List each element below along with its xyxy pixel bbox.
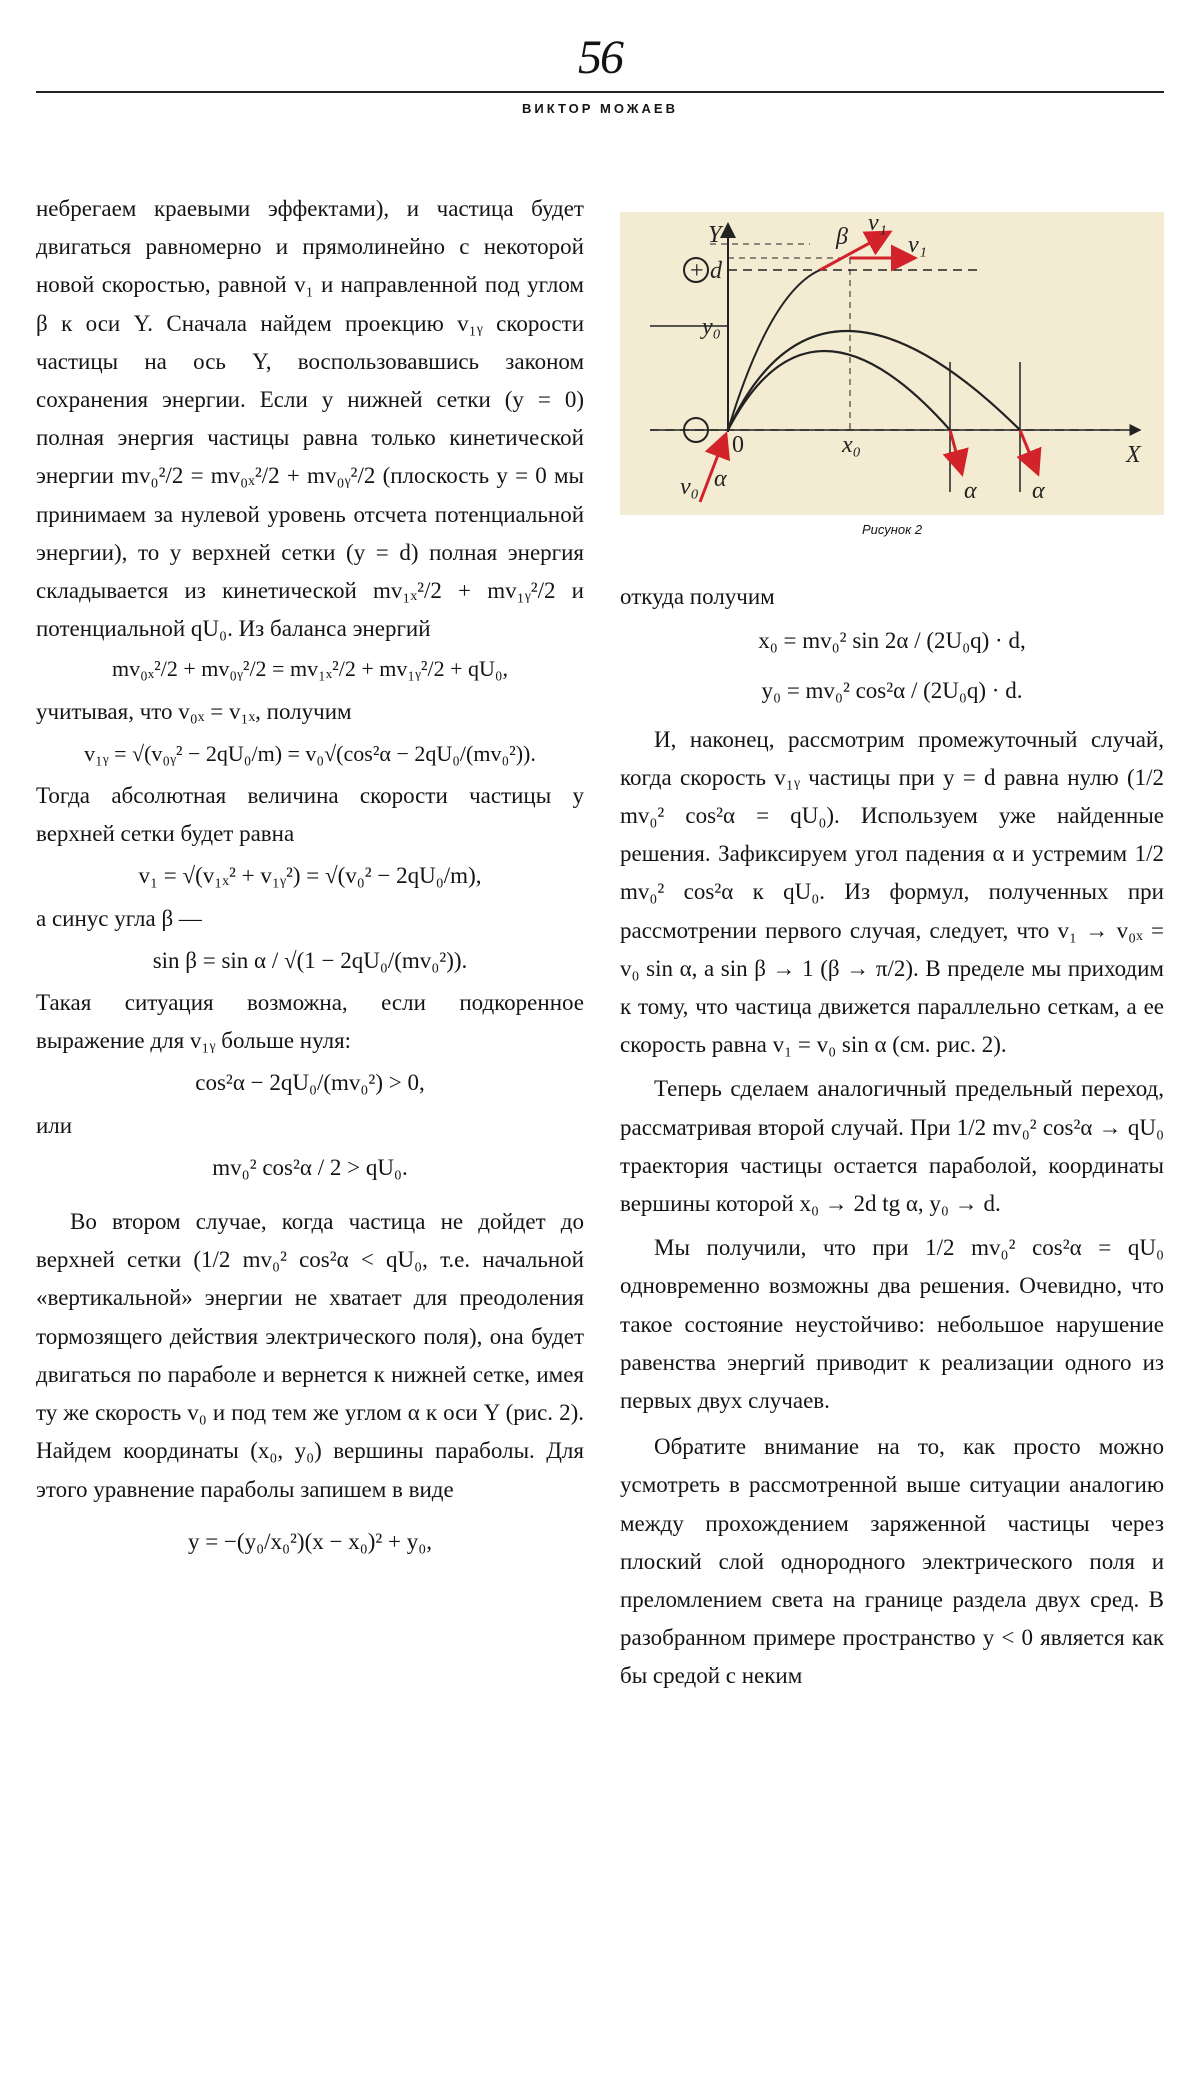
minus-label: −: [690, 418, 704, 444]
figure-2-trajectory: [620, 212, 1164, 515]
alpha-label-2: α: [1032, 478, 1045, 504]
equation-energy-balance: mv₀ₓ²/2 + mv₀ᵧ²/2 = mv₁ₓ²/2 + mv₁ᵧ²/2 + qU₀,: [111, 656, 509, 682]
beta-label: β: [836, 224, 848, 250]
y0-label: y₀: [702, 314, 721, 340]
equation-y0: y₀ = mv₀² cos²α / (2U₀q) · d.: [761, 678, 1023, 704]
figure-caption: Рисунок 2: [861, 522, 923, 537]
left-paragraph-3: Тогда абсолютная величина скорости частицы у верхней сетки будет равна: [36, 783, 584, 847]
equation-condition-2: mv₀² cos²α / 2 > qU₀.: [212, 1154, 408, 1180]
right-paragraph-4: Мы получили, что при 1/2 mv₀² cos²α = qU₀ одновременно возможны два решения. Очевидно, что такое состояние неустойчиво: небольшое нарушение равенства энергий приводит к реализации одного из первых двух случаев.: [620, 1235, 1164, 1414]
plus-label: +: [690, 258, 704, 284]
right-paragraph-3: Теперь сделаем аналогичный предельный переход, рассматривая второй случай. При 1/2 mv₀² cos²α → qU₀ траектория частицы остается параболой, координаты вершины которой x₀ → 2d tg α, y₀ → d.: [620, 1076, 1164, 1217]
x-axis-label: X: [1126, 442, 1141, 468]
alpha-label-1: α: [964, 478, 977, 504]
exit-vector-1: [950, 430, 962, 474]
equation-parabola: y = −(y₀/x₀²)(x − x₀)² + y₀,: [187, 1528, 433, 1554]
left-paragraph-4: а синус угла β —: [36, 905, 202, 931]
header-rule: [36, 91, 1164, 93]
equation-v1: v₁ = √(v₁ₓ² + v₁ᵧ²) = √(v₀² − 2qU₀/m),: [138, 863, 482, 889]
equation-v1y: v₁ᵧ = √(v₀ᵧ² − 2qU₀/m) = v₀√(cos²α − 2qU₀/(mv₀²)).: [84, 740, 536, 766]
equation-sin-beta: sin β = sin α / √(1 − 2qU₀/(mv₀²)).: [152, 947, 468, 973]
y-axis-label: Y: [708, 222, 722, 248]
equation-condition: cos²α − 2qU₀/(mv₀²) > 0,: [195, 1070, 425, 1096]
trajectory-diagram: [620, 212, 1164, 515]
right-paragraph-1: откуда получим: [620, 584, 775, 609]
left-paragraph-7: Во втором случае, когда частица не дойдет до верхней сетки (1/2 mv₀² cos²α < qU₀, т.е. начальной «вертикальной» энергии не хватает для преодоления тормозящего действия электрического поля), она будет двигаться по параболе и вернется к нижней сетке, имея ту же скорость v₀ и под тем же углом α к оси Y (рис. 2). Найдем координаты (x₀, y₀) вершины параболы. Для этого уравнение параболы запишем в виде: [36, 1209, 584, 1502]
origin-label: 0: [732, 432, 744, 458]
d-label: d: [710, 258, 722, 284]
right-paragraph-2: И, наконец, рассмотрим промежуточный случай, когда скорость v₁ᵧ частицы при y = d равна нулю (1/2 mv₀² cos²α = qU₀). Используем уже найденные решения. Зафиксируем угол падения α и устремим 1/2 mv₀² cos²α к qU₀. Из формул, полученных при рассмотрении первого случая, следует, что v₁ → v₀ₓ = v₀ sin α, а sin β → 1 (β → π/2). В пределе мы приходим к тому, что частица движется параллельно сеткам, а ее скорость равна v₁ = v₀ sin α (см. рис. 2).: [620, 726, 1164, 1058]
v1-horizontal-label: v₁: [908, 232, 927, 258]
exit-vector-2: [1020, 430, 1038, 474]
left-paragraph-6: или: [36, 1112, 73, 1138]
v0-label: v₀: [680, 474, 699, 500]
left-paragraph-2: учитывая, что v₀ₓ = v₁ₓ, получим: [36, 698, 352, 724]
page-number: 56: [578, 31, 622, 84]
equation-x0: x₀ = mv₀² sin 2α / (2U₀q) · d,: [758, 628, 1026, 654]
right-paragraph-5: Обратите внимание на то, как просто можно усмотреть в рассмотренной выше ситуации аналогию между прохождением заряженной частицы через плоский слой однородного электрического поля и преломлением света на границе раздела двух сред. В разобранном примере пространство y < 0 является как бы средой с неким: [620, 1434, 1164, 1689]
left-column: [36, 190, 584, 1575]
parabola-inner: [728, 351, 950, 430]
x0-label: x₀: [842, 432, 861, 458]
right-column: [620, 578, 1164, 1696]
v1-label: v₁: [868, 212, 887, 236]
left-paragraph-1: небрегаем краевыми эффектами), и частица будет двигаться равномерно и прямолинейно с некоторой новой скоростью, равной v₁ и направленной под углом β к оси Y. Сначала найдем проекцию v₁ᵧ скорости частицы на ось Y, воспользовавшись законом сохранения энергии. Если у нижней сетки (y = 0) полная энергия частицы равна только кинетической энергии mv₀²/2 = mv₀ₓ²/2 + mv₀ᵧ²/2 (плоскость y = 0 мы принимаем за нулевой уровень отсчета потенциальной энергии), то у верхней сетки (y = d) полная энергия складывается из кинетической mv₁ₓ²/2 + mv₁ᵧ²/2 и потенциальной qU₀. Из баланса энергий: [36, 196, 584, 642]
v1-vector: [820, 232, 890, 270]
parabola-outer: [728, 331, 1020, 430]
running-header-author: ВИКТОР МОЖАЕВ: [522, 101, 678, 116]
alpha-label-entry: α: [714, 466, 727, 492]
left-paragraph-5: Такая ситуация возможна, если подкоренное выражение для v₁ᵧ больше нуля:: [36, 990, 584, 1054]
